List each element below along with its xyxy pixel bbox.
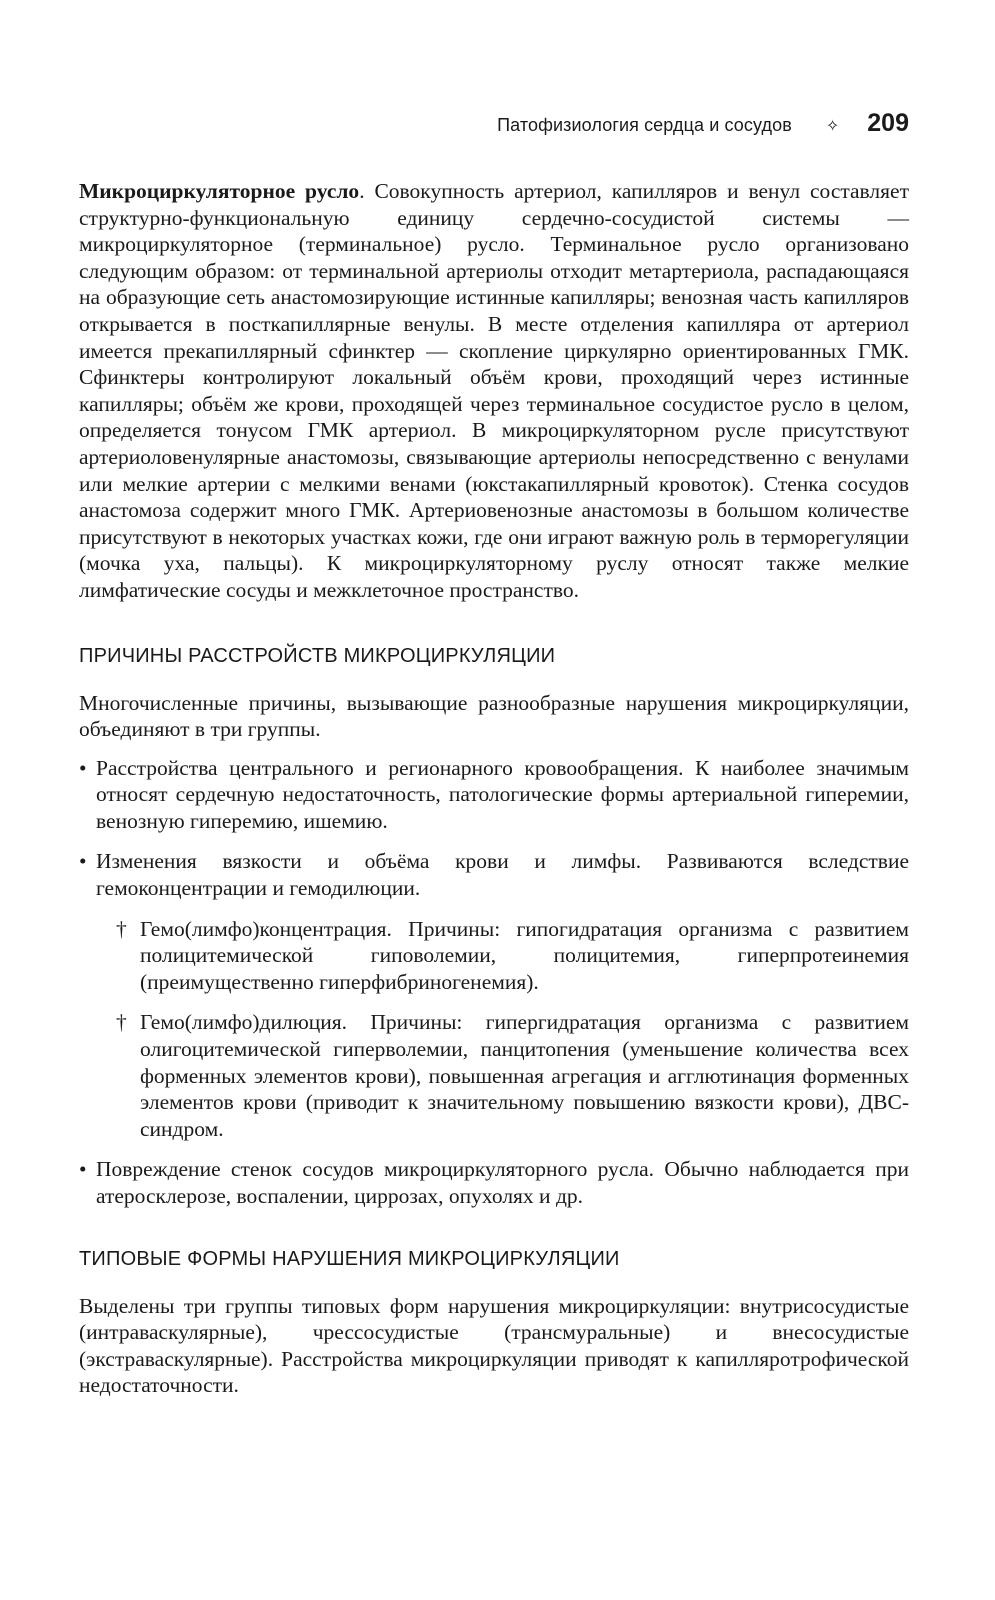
page-number: 209 (867, 109, 909, 137)
sub-list-item (96, 916, 909, 996)
sub-list (96, 916, 909, 1143)
book-page (79, 110, 909, 1399)
list-item-text: Расстройства центрального и регионарного кровообращения. К наиболее значимым относят сердечную недостаточность, патологические формы артериальной гиперемии, венозную гиперемию, ишемию. (96, 755, 909, 833)
dagger-icon: † (116, 916, 127, 941)
list-item-text: Изменения вязкости и объёма крови и лимфы. Развиваются вследствие гемоконцентрации и гемодилюции. (96, 849, 909, 901)
list-item (79, 1156, 909, 1209)
causes-list (79, 755, 909, 1210)
intro-term: Микроциркуляторное русло (79, 179, 360, 203)
intro-text: . Совокупность артериол, капилляров и венул составляет структурно-функциональную единицу сердечно-сосудистой системы — микроциркуляторное (терминальное) русло. Терминальное русло организовано следующим образом: от терминальной артериолы отходит метартериола, распадающаяся на образующие сеть анастомозирующие истинные капилляры; венозная часть капилляров открывается в посткапиллярные венулы. В месте отделения капилляра от артериол имеется прекапиллярный сфинктер — скопление циркулярно ориентированных ГМК. Сфинктеры контролируют локальный объём крови, проходящий через истинные капилляры; объём же крови, проходящей через терминальное сосудистое русло в целом, определяется тонусом ГМК артериол. В микроциркуляторном русле присутствуют артериоловенулярные анастомозы, связывающие артериолы непосредственно с венулами или мелкие артерии с мелкими венами (юкстакапиллярный кровоток). Стенка сосудов анастомоза содержит много ГМК. Артериовенозные анастомозы в большом количестве присутствуют в некоторых участках кожи, где они играют важную роль в терморегуляции (мочка уха, пальцы). К микроциркуляторному руслу относят также мелкие лимфатические сосуды и межклеточное пространство. (79, 179, 909, 602)
running-header (79, 110, 909, 150)
sub-list-item-text: Гемо(лимфо)концентрация. Причины: гипогидратация организма с развитием полицитемической гиповолемии, полицитемия, гиперпротеинемия (преимущественно гиперфибриногенемия). (140, 916, 909, 994)
section-heading-forms: ТИПОВЫЕ ФОРМЫ НАРУШЕНИЯ МИКРОЦИРКУЛЯЦИИ (79, 1247, 620, 1270)
ornament-icon: ✧ (825, 116, 840, 135)
list-item (79, 848, 909, 1142)
intro-paragraph (79, 178, 909, 604)
sub-list-item (96, 1009, 909, 1142)
causes-intro: Многочисленные причины, вызывающие разнообразные нарушения микроциркуляции, объединяют в три группы. (79, 690, 909, 742)
sub-list-item-text: Гемо(лимфо)дилюция. Причины: гипергидратация организма с развитием олигоцитемической гиперволемии, панцитопения (уменьшение количества всех форменных элементов крови), повышенная агрегация и агглютинация форменных элементов крови (приводит к значительному повышению вязкости крови), ДВС-синдром. (140, 1010, 909, 1141)
list-item (79, 755, 909, 835)
list-item-text: Повреждение стенок сосудов микроциркуляторного русла. Обычно наблюдается при атеросклерозе, воспалении, циррозах, опухолях и др. (96, 1157, 909, 1208)
running-title: Патофизиология сердца и сосудов (497, 115, 792, 135)
section-heading-causes: ПРИЧИНЫ РАССТРОЙСТВ МИКРОЦИРКУЛЯЦИИ (79, 644, 556, 667)
dagger-icon: † (116, 1010, 127, 1035)
forms-paragraph: Выделены три группы типовых форм нарушения микроциркуляции: внутрисосудистые (интраваскулярные), чрессосудистые (трансмуральные) и внесосудистые (экстраваскулярные). Расстройства микроциркуляции приводят к капилляротрофической недостаточности. (79, 1293, 909, 1398)
